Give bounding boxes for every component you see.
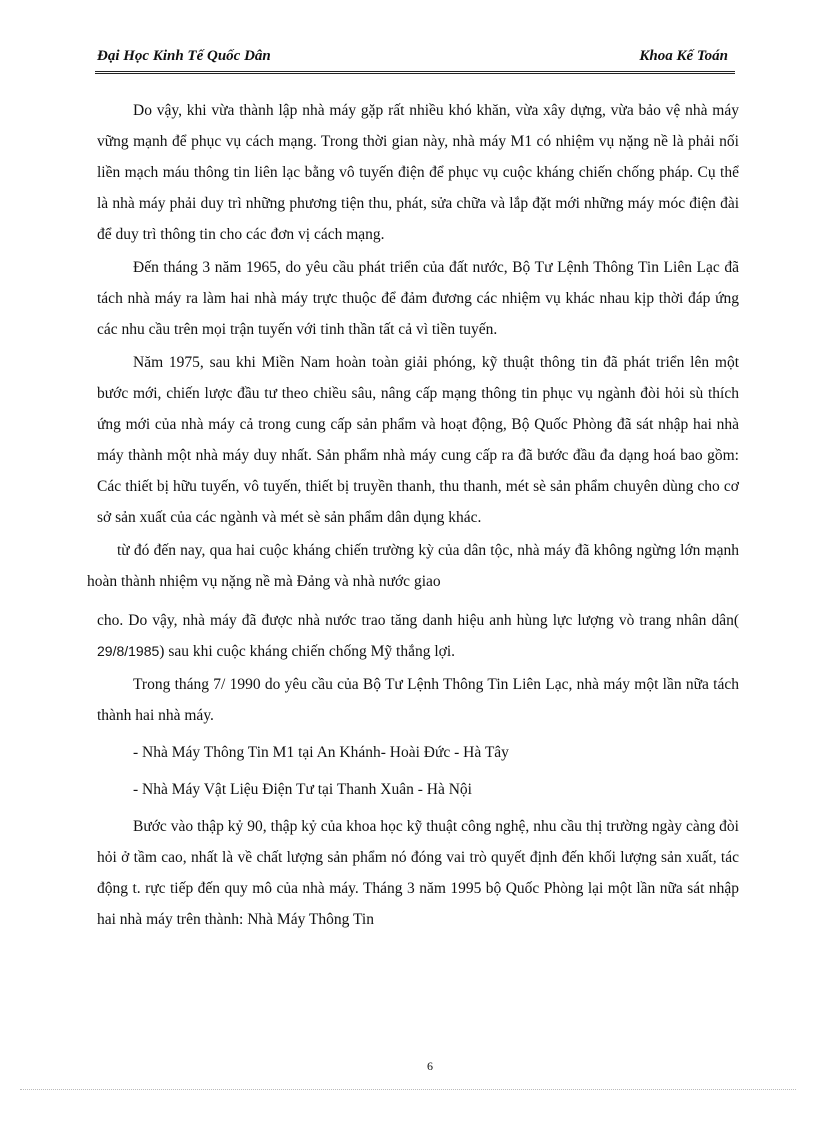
paragraph-1: Do vậy, khi vừa thành lập nhà máy gặp rất nhiều khó khăn, vừa xây dựng, vừa bảo vệ nhà máy vững mạnh để phục vụ cách mạng. Trong thời gian này, nhà máy M1 có nhiệm vụ nặng nề là phải nối liền mạch máu thông tin liên lạc bằng vô tuyến điện để phục vụ cuộc kháng chiến chống pháp. Cụ thể là nhà máy phải duy trì những phương tiện thu, phát, sửa chữa và lắp đặt mới những máy móc điện đài để duy trì thông tin cho các đơn vị cách mạng. xyxy=(97,102,739,243)
paragraph-2: Đến tháng 3 năm 1965, do yêu cầu phát triển của đất nước, Bộ Tư Lệnh Thông Tin Liên Lạc đã tách nhà máy ra làm hai nhà máy trực thuộc để đảm đương các nhiệm vụ khác nhau kịp thời đáp ứng các nhu cầu trên mọi trận tuyến với tinh thần tất cả vì tiền tuyến. xyxy=(97,259,739,338)
header-faculty: Khoa Kế Toán xyxy=(639,48,728,64)
award-date: 29/8/1985 xyxy=(97,643,160,659)
list-item-factory-2: - Nhà Máy Vật Liệu Điện Tư tại Thanh Xuân - Hà Nội xyxy=(133,781,472,798)
document-body xyxy=(87,95,739,935)
paragraph-5 xyxy=(97,605,739,667)
page-number: 6 xyxy=(427,1059,433,1073)
header-university: Đại Học Kinh Tế Quốc Dân xyxy=(97,48,271,64)
paragraph-5-text-a: cho. Do vậy, nhà máy đã được nhà nước trao tăng danh hiệu anh hùng lực lượng vò trang nhân dân( xyxy=(97,612,739,629)
paragraph-6: Trong tháng 7/ 1990 do yêu cầu của Bộ Tư Lệnh Thông Tin Liên Lạc, nhà máy một lần nữa tách thành hai nhà máy. xyxy=(97,676,739,724)
header-divider xyxy=(95,71,735,74)
paragraph-7: Bước vào thập kỷ 90, thập kỷ của khoa học kỹ thuật công nghệ, nhu cầu thị trường ngày càng đòi hỏi ở tầm cao, nhất là về chất lượng sản phẩm nó đóng vai trò quyết định đến khối lượng sản xuất, tác động t. rực tiếp đến quy mô của nhà máy. Tháng 3 năm 1995 bộ Quốc Phòng lại một lần nữa sát nhập hai nhà máy trên thành: Nhà Máy Thông Tin xyxy=(97,818,739,928)
paragraph-5-text-b: ) sau khi cuộc kháng chiến chống Mỹ thắng lợi. xyxy=(159,643,456,660)
page-header xyxy=(97,48,728,70)
paragraph-4: từ đó đến nay, qua hai cuộc kháng chiến trường kỳ của dân tộc, nhà máy đã không ngừng lớn mạnh hoàn thành nhiệm vụ nặng nề mà Đảng và nhà nước giao xyxy=(87,542,739,590)
list-item-factory-1: - Nhà Máy Thông Tin M1 tại An Khánh- Hoài Đức - Hà Tây xyxy=(133,744,509,761)
paragraph-3: Năm 1975, sau khi Miền Nam hoàn toàn giải phóng, kỹ thuật thông tin đã phát triển lên một bước mới, chiến lược đầu tư theo chiều sâu, nâng cấp mạng thông tin phục vụ ngành đòi hỏi sù thích ứng mới của nhà máy cả trong cung cấp sản phẩm và hoạt động, Bộ Quốc Phòng đã sát nhập hai nhà máy thành một nhà máy duy nhất. Sản phẩm nhà máy cung cấp ra đã bước đầu đa dạng hoá bao gồm: Các thiết bị hữu tuyến, vô tuyến, thiết bị truyền thanh, thu thanh, mét sè sản phẩm chuyên dùng cho cơ sở sản xuất của các ngành và mét sè sản phẩm dân dụng khác. xyxy=(97,354,739,526)
footer-divider xyxy=(20,1089,796,1090)
